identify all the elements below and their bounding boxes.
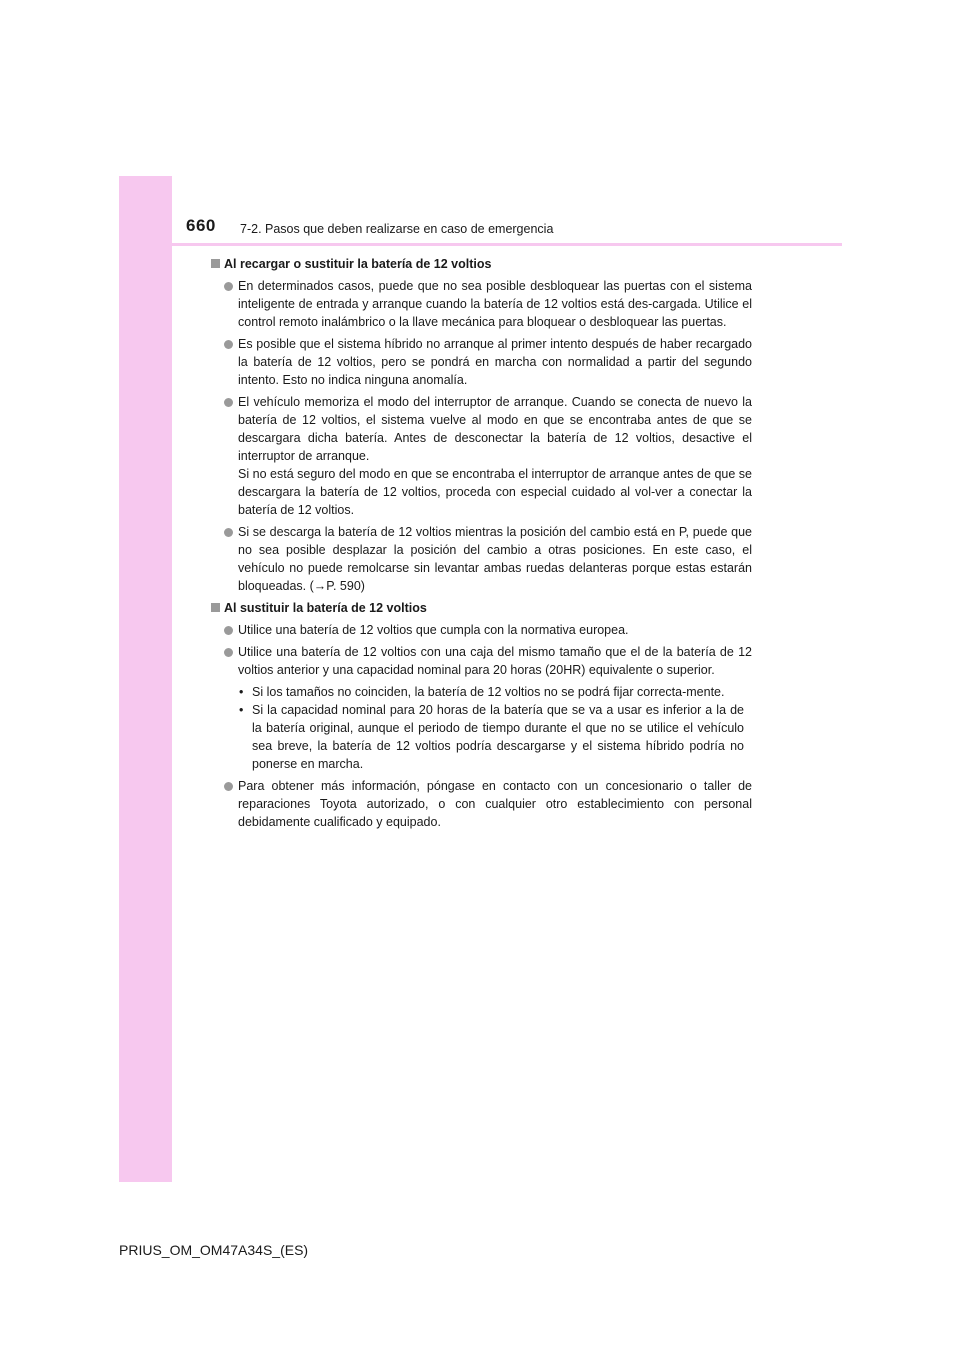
document-id: PRIUS_OM_OM47A34S_(ES): [119, 1242, 309, 1258]
section-heading: Al sustituir la batería de 12 voltios: [210, 599, 752, 617]
list-item: Utilice una batería de 12 voltios que cumpla con la normativa europea.: [210, 621, 752, 639]
round-bullet-icon: [224, 340, 233, 349]
page-content: [210, 255, 752, 835]
page-number: 660: [186, 216, 216, 235]
side-margin-band: [119, 176, 172, 1182]
sub-list-item: • Si la capacidad nominal para 20 horas de la batería que se va a usar es inferior a la de la batería original, aunque el periodo de tiempo durante el que no se utilice el vehículo sea breve, la batería de 12 voltios podría descargarse y el sistema híbrido podría no ponerse en marcha.: [239, 703, 744, 771]
list-item: Si se descarga la batería de 12 voltios mientras la posición del cambio está en P, puede que no sea posible desplazar la posición del cambio a otras posiciones. En este caso, el vehículo no puede remolcarse sin levantar ambas ruedas delanteras porque estas estarán bloqueadas. (→P. 590): [210, 523, 752, 595]
section-heading: Al recargar o sustituir la batería de 12 voltios: [210, 255, 752, 273]
sub-list: [210, 683, 752, 773]
round-bullet-icon: [224, 282, 233, 291]
round-bullet-icon: [224, 782, 233, 791]
header-rule: [119, 243, 842, 246]
chapter-title: 7-2. Pasos que deben realizarse en caso de emergencia: [240, 222, 554, 236]
small-bullet-icon: •: [239, 685, 244, 699]
list-item: Utilice una batería de 12 voltios con una caja del mismo tamaño que el de la batería de 12 voltios anterior y una capacidad nominal para 20 horas (20HR) equivalente o superior.: [210, 643, 752, 679]
square-bullet-icon: [211, 259, 220, 268]
list-item: Para obtener más información, póngase en contacto con un concesionario o taller de reparaciones Toyota autorizado, o con cualquier otro establecimiento con personal debidamente cualificado y equipado.: [210, 777, 752, 831]
list-item: En determinados casos, puede que no sea posible desbloquear las puertas con el sistema inteligente de entrada y arranque cuando la batería de 12 voltios está des-cargada. Utilice el control remoto inalámbrico o la llave mecánica para bloquear o desbloquear las puertas.: [210, 277, 752, 331]
round-bullet-icon: [224, 398, 233, 407]
list-item: El vehículo memoriza el modo del interruptor de arranque. Cuando se conecta de nuevo la batería de 12 voltios, el sistema vuelve al modo en que se encontraba antes de que se descargara dicha batería. Antes de desconectar la batería de 12 voltios, desactive el interruptor de arranque. Si no está seguro del modo en que se encontraba el interruptor de arranque antes de que se descargara la batería de 12 voltios, proceda con especial cuidado al vol-ver a conectar la batería de 12 voltios.: [210, 393, 752, 519]
round-bullet-icon: [224, 528, 233, 537]
sub-list-item: • Si los tamaños no coinciden, la batería de 12 voltios no se podrá fijar correcta-mente.: [239, 685, 725, 699]
square-bullet-icon: [211, 603, 220, 612]
round-bullet-icon: [224, 626, 233, 635]
small-bullet-icon: •: [239, 703, 244, 717]
list-item: Es posible que el sistema híbrido no arranque al primer intento después de haber recargado la batería de 12 voltios, pero se pondrá en marcha con normalidad a partir del segundo intento. Esto no indica ninguna anomalía.: [210, 335, 752, 389]
round-bullet-icon: [224, 648, 233, 657]
